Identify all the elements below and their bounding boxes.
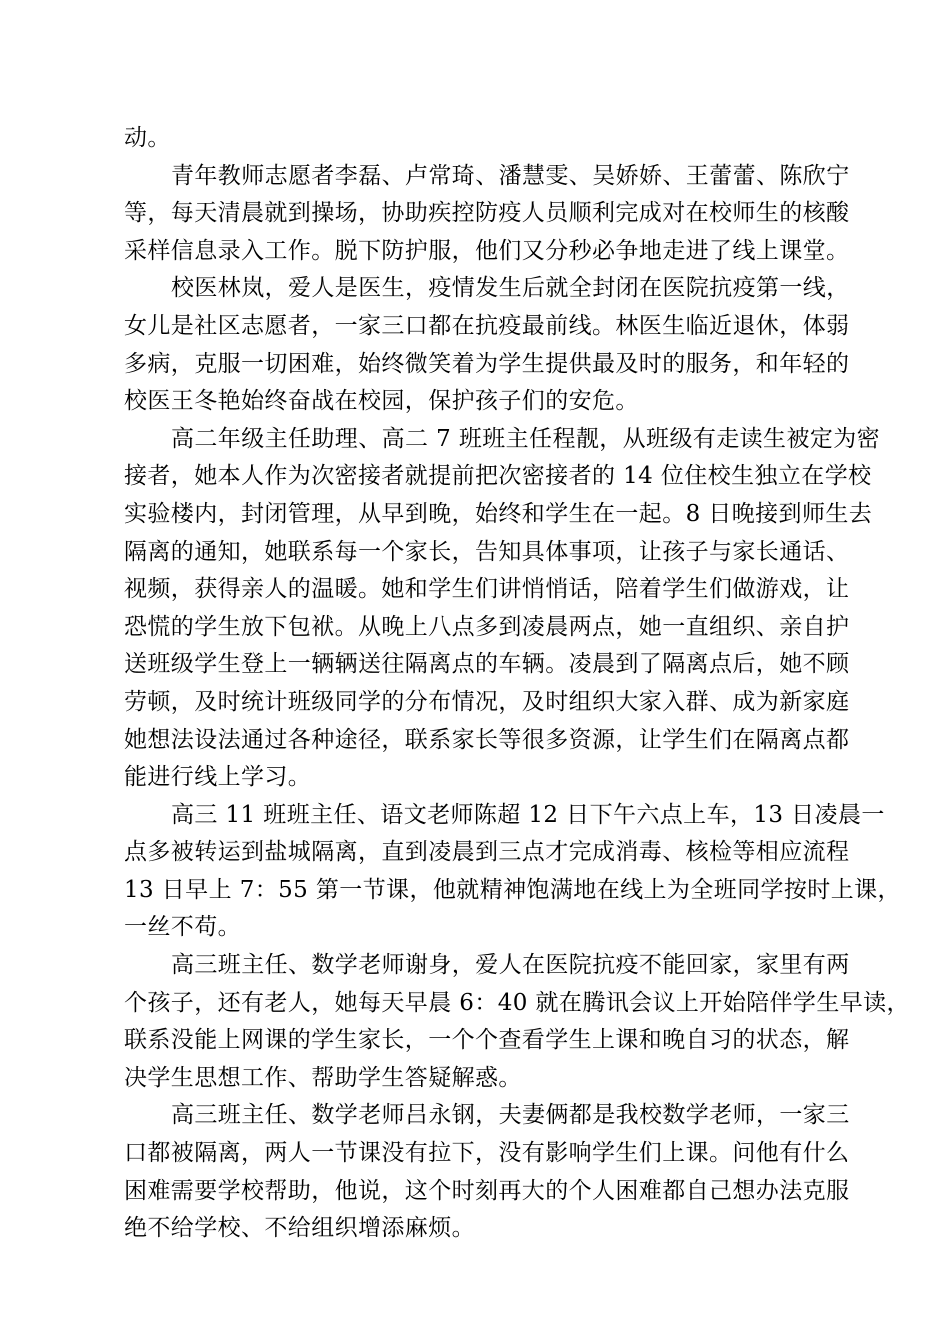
text-line: 她想法设法通过各种途径，联系家长等很多资源，让学生们在隔离点都	[124, 726, 850, 753]
paragraph-2	[124, 158, 850, 271]
text-line: 高三班主任、数学老师谢身，爱人在医院抗疫不能回家，家里有两	[171, 952, 850, 979]
text-line: 个孩子，还有老人，她每天早晨 6：40 就在腾讯会议上开始陪伴学生早读，	[124, 989, 910, 1016]
text-line: 送班级学生登上一辆辆送往隔离点的车辆。凌晨到了隔离点后，她不顾	[124, 651, 850, 678]
text-line: 点多被转运到盐城隔离，直到凌晨到三点才完成消毒、核检等相应流程	[124, 839, 850, 866]
paragraph-1	[124, 120, 836, 158]
text-line: 校医王冬艳始终奋战在校园，保护孩子们的安危。	[124, 388, 639, 415]
text-line: 视频，获得亲人的温暖。她和学生们讲悄悄话，陪着学生们做游戏，让	[124, 576, 850, 603]
text-line: 动。	[124, 125, 171, 151]
paragraph-3	[124, 270, 850, 420]
text-line: 女儿是社区志愿者，一家三口都在抗疫最前线。林医生临近退休，体弱	[124, 312, 850, 339]
paragraph-4	[124, 421, 881, 797]
text-line: 多病，克服一切困难，始终微笑着为学生提供最及时的服务，和年轻的	[124, 350, 850, 377]
text-line: 高二年级主任助理、高二 7 班班主任程靓，从班级有走读生被定为密	[171, 425, 881, 452]
text-line: 13 日早上 7：55 第一节课，他就精神饱满地在线上为全班同学按时上课，	[124, 876, 901, 903]
text-line: 接者，她本人作为次密接者就提前把次密接者的 14 位住校生独立在学校	[124, 463, 872, 490]
text-line: 采样信息录入工作。脱下防护服，他们又分秒必争地走进了线上课堂。	[124, 237, 850, 264]
text-line: 劳顿，及时统计班级同学的分布情况，及时组织大家入群、成为新家庭	[124, 688, 850, 715]
text-line: 联系没能上网课的学生家长，一个个查看学生上课和晚自习的状态，解	[124, 1027, 850, 1054]
text-line: 实验楼内，封闭管理，从早到晚，始终和学生在一起。8 日晚接到师生去	[124, 500, 873, 527]
text-line: 隔离的通知，她联系每一个家长，告知具体事项，让孩子与家长通话、	[124, 538, 850, 565]
paragraph-5	[124, 797, 901, 947]
text-line: 困难需要学校帮助，他说，这个时刻再大的个人困难都自己想办法克服	[124, 1177, 850, 1204]
text-line: 等，每天清晨就到操场，协助疾控防疫人员顺利完成对在校师生的核酸	[124, 200, 850, 227]
text-line: 恐慌的学生放下包袱。从晚上八点多到凌晨两点，她一直组织、亲自护	[124, 613, 850, 640]
paragraph-7	[124, 1097, 850, 1247]
text-line: 高三班主任、数学老师吕永钢，夫妻俩都是我校数学老师，一家三	[171, 1102, 850, 1129]
text-line: 口都被隔离，两人一节课没有拉下，没有影响学生们上课。问他有什么	[124, 1140, 850, 1167]
paragraph-6	[124, 947, 910, 1097]
text-line: 高三 11 班班主任、语文老师陈超 12 日下午六点上车，13 日凌晨一	[171, 801, 885, 828]
text-line: 校医林岚，爱人是医生，疫情发生后就全封闭在医院抗疫第一线，	[171, 275, 850, 302]
text-line: 绝不给学校、不给组织增添麻烦。	[124, 1215, 475, 1242]
text-line: 青年教师志愿者李磊、卢常琦、潘慧雯、吴娇娇、王蕾蕾、陈欣宁	[171, 162, 850, 189]
text-line: 决学生思想工作、帮助学生答疑解惑。	[124, 1064, 522, 1091]
text-line: 一丝不苟。	[124, 914, 241, 941]
text-line: 能进行线上学习。	[124, 764, 312, 791]
document-body	[124, 120, 910, 1248]
